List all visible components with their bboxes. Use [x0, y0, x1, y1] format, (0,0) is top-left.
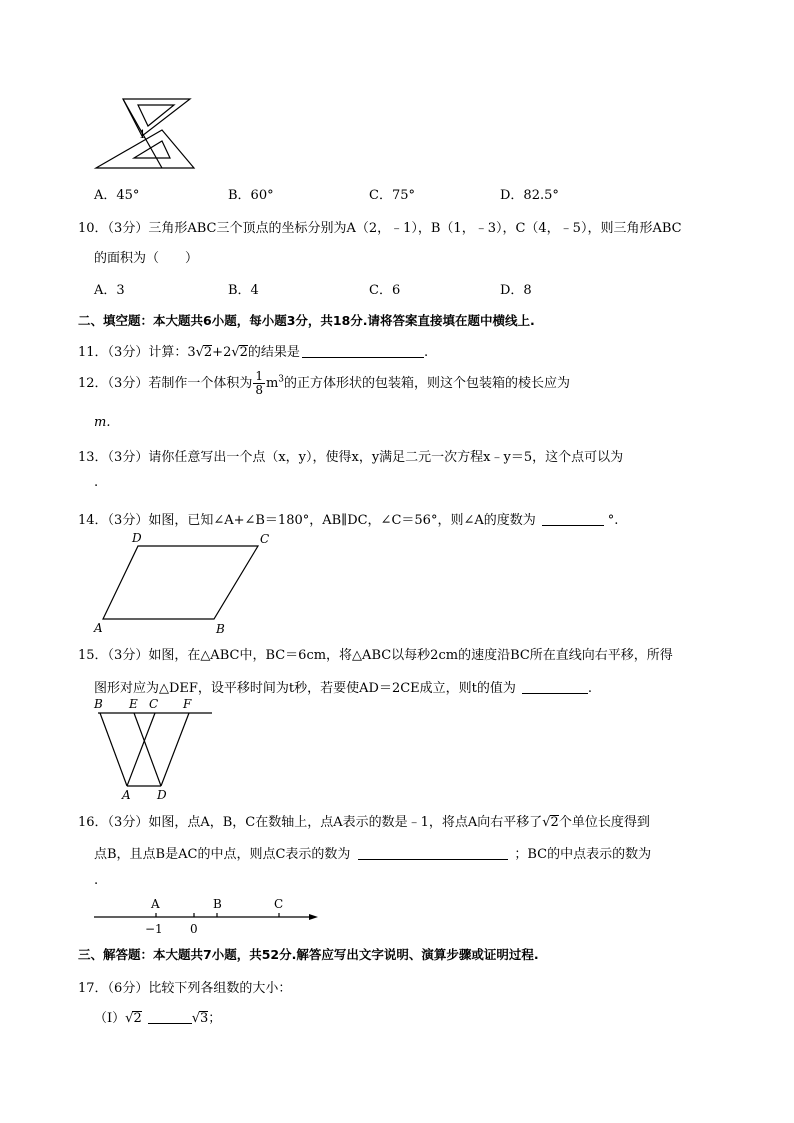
sqrt-sign-icon: √	[542, 815, 551, 830]
q11-answer-blank[interactable]	[302, 345, 424, 358]
q11-radicand-2: 2	[239, 345, 248, 360]
point-c-label: C	[149, 697, 159, 711]
q17-answer-blank[interactable]	[148, 1011, 192, 1024]
q15-line1: 15．（3分）如图，在△ABC中，BC＝6cm，将△ABC以每秒2cm的速度沿BC所在直线向右平移，所得	[78, 648, 673, 663]
q15-end: .	[587, 681, 593, 696]
q13-line2: .	[94, 475, 99, 490]
q11-line	[78, 341, 428, 360]
q10-option-d: D．8	[500, 283, 532, 298]
q12-frac-num: 1	[255, 369, 263, 383]
q10-line2: 的面积为（ ）	[94, 251, 199, 266]
q9-triangle-figure	[90, 96, 200, 171]
q16-line2-suffix: ；BC的中点表示的数为	[514, 847, 652, 862]
q11-suffix: 的结果是	[247, 345, 300, 360]
q17-radicand-2: 3	[200, 1011, 209, 1026]
q12-prefix: 12．（3分）若制作一个体积为	[78, 376, 253, 391]
point-e-label: E	[129, 697, 138, 711]
q14-answer-blank[interactable]	[542, 513, 604, 526]
q11-end: .	[423, 345, 429, 360]
vertex-c-label: C	[260, 532, 270, 546]
q11-radicand-1: 2	[203, 345, 213, 360]
section-3-heading: 三、解答题：本大题共7小题，共52分.解答应写出文字说明、演算步骤或证明过程.	[78, 947, 539, 962]
q16-line3: .	[94, 873, 99, 888]
q12-suffix: 的正方体形状的包装箱，则这个包装箱的棱长应为	[284, 376, 571, 391]
q15-answer-blank[interactable]	[522, 681, 588, 694]
q14-line	[78, 509, 618, 528]
q16-line1-prefix: 16．（3分）如图，点A，B，C在数轴上，点A表示的数是﹣1，将点A向右平移了	[78, 815, 543, 830]
q17-part1-prefix: （Ⅰ）	[94, 1011, 126, 1026]
q10-option-a: A．3	[94, 283, 125, 298]
q13-line1: 13．（3分）请你任意写出一个点（x，y），使得x，y满足二元一次方程x﹣y＝5，这个点可以为	[78, 450, 624, 465]
q16-line1-suffix: 个单位长度得到	[558, 815, 650, 830]
vertex-d-label: D	[132, 531, 142, 545]
point-d-label: D	[157, 788, 167, 802]
q15-translation-figure	[90, 695, 220, 805]
q16-radicand: 2	[550, 815, 559, 830]
q16-line2-prefix: 点B，且点B是AC的中点，则点C表示的数为	[94, 847, 351, 862]
q12-unit: m	[265, 376, 279, 391]
q12-frac-den: 8	[255, 383, 263, 397]
point-a-label: A	[122, 788, 131, 802]
q10-option-c: C．6	[369, 283, 401, 298]
q12-line2: m.	[94, 415, 111, 430]
q12-fraction	[253, 370, 265, 397]
numberline-a-label: A	[151, 897, 160, 911]
q15-line2-prefix: 图形对应为△DEF，设平移时间为t秒，若要使AD＝2CE成立，则t的值为	[94, 681, 516, 696]
numberline-c-label: C	[274, 897, 284, 911]
section-2-heading: 二、填空题：本大题共6小题，每小题3分，共18分.请将答案直接填在题中横线上.	[78, 313, 535, 328]
q17-part1	[94, 1007, 221, 1026]
q16-line2	[94, 843, 651, 862]
q12-exponent: 3	[278, 374, 285, 385]
q11-prefix: 11．（3分）计算：3	[78, 345, 196, 360]
q17-title: 17．（6分）比较下列各组数的大小：	[78, 981, 292, 996]
q17-end: ；	[208, 1011, 222, 1026]
sqrt-sign-icon: √	[191, 1011, 201, 1026]
arrow-right-icon	[309, 914, 318, 920]
q14-parallelogram-figure	[90, 530, 280, 640]
q16-number-line-figure	[90, 893, 330, 938]
point-b-label: B	[94, 697, 103, 711]
sqrt-sign-icon: √	[125, 1011, 134, 1026]
q15-line2	[94, 677, 592, 696]
q9-option-d: D．82.5°	[500, 188, 559, 203]
q9-option-c: C．75°	[369, 188, 415, 203]
q12-line1	[78, 370, 570, 397]
q9-option-a: A．45°	[94, 188, 140, 203]
q16-line1	[78, 811, 650, 830]
vertex-a-label: A	[94, 621, 103, 635]
angle-1-label: 1	[139, 128, 146, 141]
q14-suffix: °.	[607, 513, 619, 528]
q17-radicand-1: 2	[133, 1011, 142, 1026]
q11-mid: +2	[212, 345, 232, 360]
sqrt-sign-icon: √	[195, 345, 204, 360]
sqrt-sign-icon: √	[231, 345, 240, 360]
numberline-minus-one-label: −1	[145, 922, 163, 936]
q16-answer-blank[interactable]	[358, 847, 508, 860]
q10-option-b: B．4	[228, 283, 259, 298]
vertex-b-label: B	[216, 622, 225, 636]
numberline-b-label: B	[213, 897, 222, 911]
numberline-zero-label: 0	[190, 922, 198, 936]
q14-prefix: 14．（3分）如图，已知∠A+∠B＝180°，AB∥DC，∠C＝56°，则∠A的度数为	[78, 513, 536, 528]
q9-option-b: B．60°	[228, 188, 274, 203]
point-f-label: F	[183, 697, 192, 711]
q10-line1: 10．（3分）三角形ABC三个顶点的坐标分别为A（2，﹣1），B（1，﹣3），C（4，﹣5），则三角形ABC	[78, 221, 682, 236]
